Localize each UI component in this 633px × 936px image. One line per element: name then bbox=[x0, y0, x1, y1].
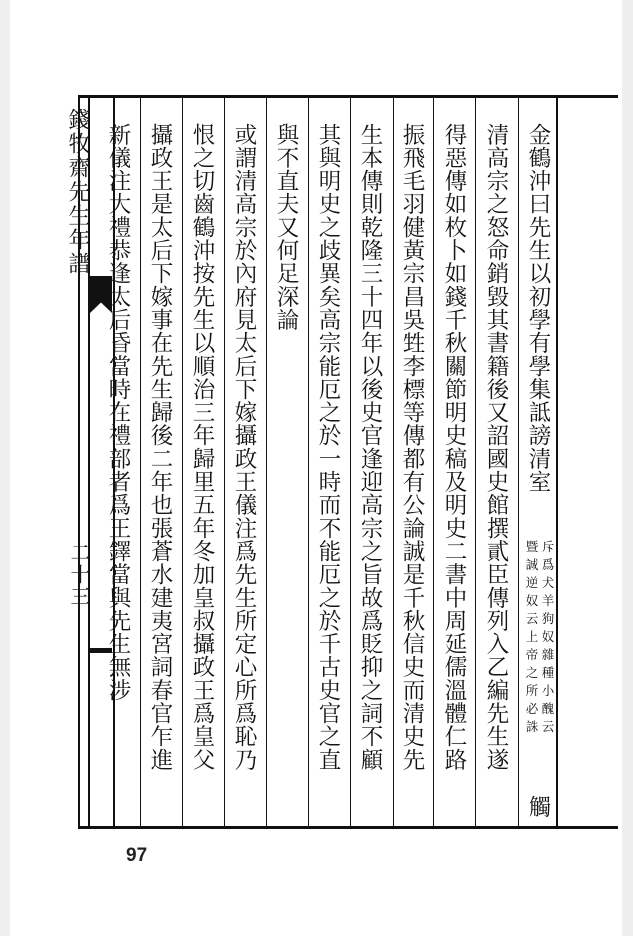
annotation-line-left: 暨誠逆奴云上帝之所必誅 bbox=[524, 540, 539, 738]
column-divider bbox=[393, 97, 394, 827]
text-column-9: 恨之切齒鶴沖按先生以順治三年歸里五年冬加皇叔攝政王爲皇父 bbox=[189, 123, 215, 772]
frame-right-line bbox=[556, 95, 558, 829]
text-column-4: 振飛毛羽健黃宗昌吳甡李標等傳都有公論誠是千秋信史而清史先 bbox=[399, 123, 425, 772]
text-column-1: 金鶴沖曰先生以初學有學集詆謗清室 bbox=[525, 123, 551, 494]
text-column-3: 得惡傳如枚卜如錢千秋關節明史稿及明史二書中周延儒溫體仁路 bbox=[441, 123, 467, 772]
column-divider bbox=[518, 97, 519, 827]
column-divider bbox=[475, 97, 476, 827]
column-divider bbox=[308, 97, 309, 827]
page-number: 97 bbox=[126, 845, 148, 866]
column-divider bbox=[433, 97, 434, 827]
folio-number: 二十三 bbox=[67, 542, 91, 608]
column-divider bbox=[266, 97, 267, 827]
text-column-5: 生本傳則乾隆三十四年以後史官逢迎高宗之旨故爲貶抑之詞不顧 bbox=[357, 123, 383, 772]
text-column-8: 或謂清高宗於內府見太后下嫁攝政王儀注爲先生所定心所爲恥乃 bbox=[231, 123, 257, 772]
text-column-6: 其與明史之歧異矣高宗能厄之於一時而不能厄之於千古史官之直 bbox=[315, 123, 341, 772]
column-divider bbox=[140, 97, 141, 827]
running-title: 錢牧齋先生年譜 bbox=[65, 108, 90, 276]
column-divider bbox=[224, 97, 225, 827]
annotation-trailing-char: 觸 bbox=[525, 795, 551, 819]
text-column-11: 新儀注大禮恭逢太后昏當時在禮部者爲王鐸當與先生無涉 bbox=[105, 123, 131, 702]
frame-bottom-line bbox=[78, 826, 618, 829]
text-column-2: 清高宗之怒命銷毀其書籍後又詔國史館撰貳臣傳列入乙編先生遂 bbox=[483, 123, 509, 772]
text-column-10: 攝政王是太后下嫁事在先生歸後二年也張蒼水建夷宮詞春官乍進 bbox=[147, 123, 173, 772]
frame-top-line bbox=[78, 95, 618, 98]
scanned-book-page bbox=[10, 0, 622, 936]
column-divider bbox=[182, 97, 183, 827]
text-column-7: 與不直夫又何足深論 bbox=[273, 123, 299, 332]
column-divider bbox=[350, 97, 351, 827]
annotation-line-right: 斥爲犬羊狗奴雜種小醜云 bbox=[540, 540, 555, 738]
